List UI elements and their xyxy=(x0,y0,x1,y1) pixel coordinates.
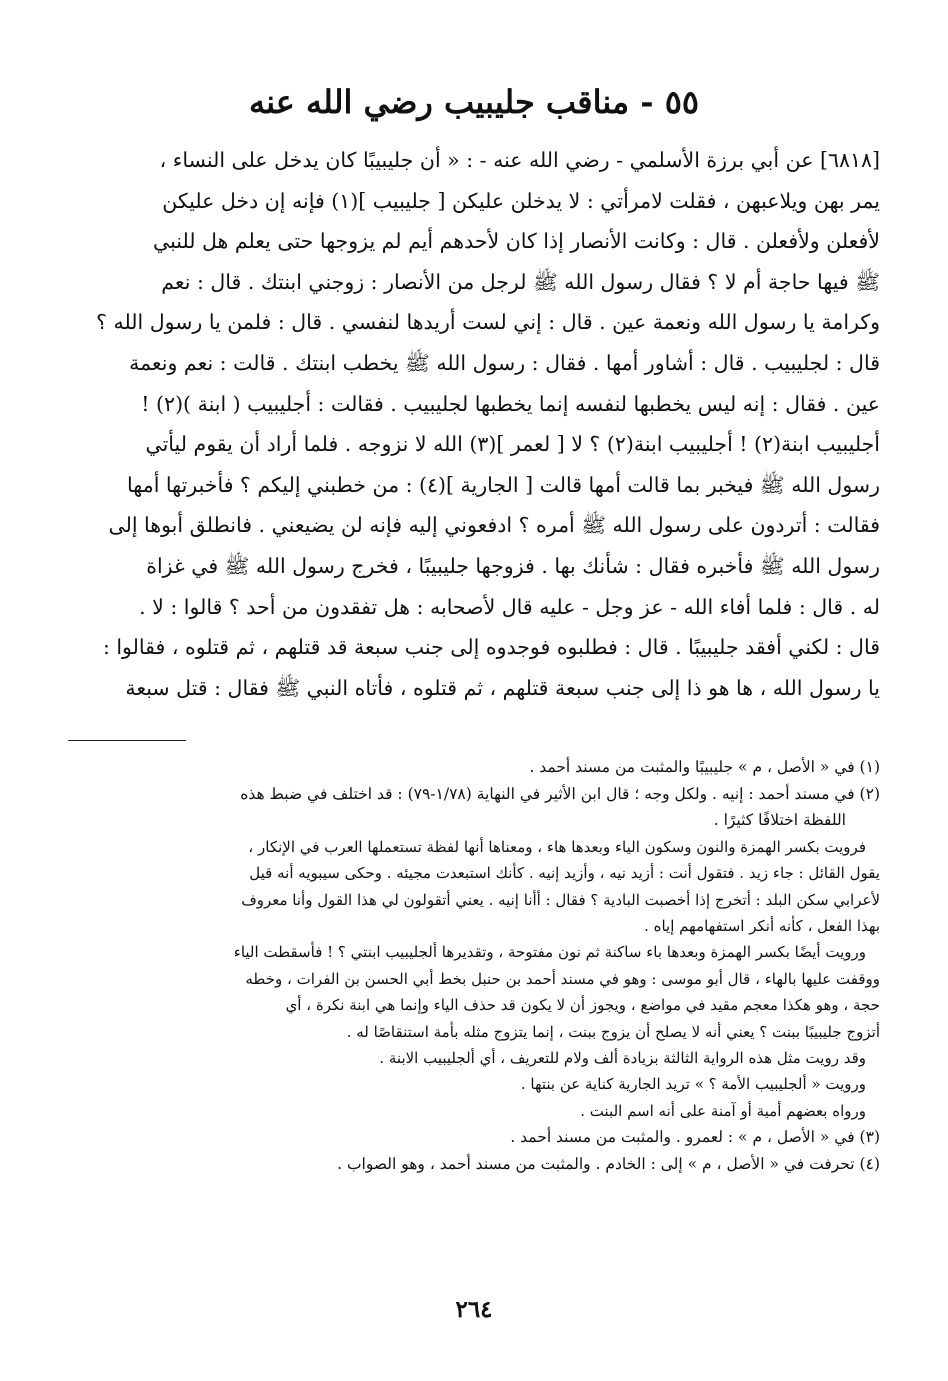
hadith-text xyxy=(68,140,880,708)
body-line: له . قال : فلما أفاء الله - عز وجل - عليه قال لأصحابه : هل تفقدون من أحد ؟ قالوا : لا . xyxy=(139,594,880,619)
body-line: ﷺ فيها حاجة أم لا ؟ فقال رسول الله ﷺ لرجل من الأنصار : زوجني ابنتك . قال : نعم xyxy=(161,269,880,294)
page-number: ٢٦٤ xyxy=(455,1296,493,1323)
footnote-1: (١) في « الأصل ، م » جليبيبًا والمثبت من مسند أحمد . xyxy=(529,758,880,776)
body-line: [٦٨١٨] عن أبي برزة الأسلمي - رضي الله عنه - : « أن جليبيبًا كان يدخل على النساء ، xyxy=(159,148,880,172)
footnote-divider xyxy=(68,740,186,741)
footnotes xyxy=(68,754,880,1177)
body-line: عين . فقال : إنه ليس يخطبها لنفسه إنما يخطبها لجليبيب . فقالت : أجليبيب ( ابنة )(٢) ! xyxy=(141,391,880,416)
footnote-2-line: ورويت « ألجليبيب الأمة ؟ » تريد الجارية كناية عن بنتها . xyxy=(520,1075,866,1094)
footnote-2-continued: اللفظة اختلافًا كثيرًا . xyxy=(713,811,846,830)
body-line: فقالت : أتردون على رسول الله ﷺ أمره ؟ ادفعوني إليه فإنه لن يضيعني . فانطلق أبوها إلى xyxy=(108,513,880,538)
book-page xyxy=(68,78,880,1358)
body-line: أجليبيب ابنة(٢) ! أجليبيب ابنة(٢) ؟ لا [ لعمر ](٣) الله لا نزوجه . فلما أراد أن يقوم ليأتي xyxy=(145,432,880,457)
footnote-2-line: ورويت أيضًا بكسر الهمزة وبعدها باء ساكنة ثم نون مفتوحة ، وتقديرها ألجليبيب ابنتي ؟ ! فأسقطت الياء xyxy=(233,943,866,962)
body-line: يا رسول الله ، ها هو ذا إلى جنب سبعة قتلهم ، ثم قتلوه ، فأتاه النبي ﷺ فقال : قتل سبعة xyxy=(125,675,880,700)
body-line: رسول الله ﷺ فيخبر بما قالت أمها قالت [ الجارية ](٤) : من خطبني إليكم ؟ فأخبرتها أمها xyxy=(127,472,880,497)
footnote-2-line: لأعرابي سكن البلد : أتخرج إذا أخصبت البادية ؟ فقال : أأنا إنيه . يعني أتقولون لي هذا القول وأنا معروف xyxy=(241,890,880,909)
footnote-2-line: وقد رويت مثل هذه الرواية الثالثة بزيادة ألف ولام للتعريف ، أي ألجليبيب الابنة . xyxy=(379,1049,866,1068)
chapter-heading: ٥٥ - مناقب جليبيب رضي الله عنه xyxy=(248,83,700,121)
footnote-2: (٢) في مسند أحمد : إنيه . ولكل وجه ؛ قال ابن الأثير في النهاية (١/٧٨-٧٩) : قد اختلف في ضبط هذه xyxy=(240,784,880,803)
footnote-2-line: ورواه بعضهم أمية أو آمنة على أنه اسم البنت . xyxy=(580,1101,866,1120)
body-line: يمر بهن ويلاعبهن ، فقلت لامرأتي : لا يدخلن عليكن [ جليبيب ](١) فإنه إن دخل عليكن xyxy=(162,188,880,213)
footnote-2-line: أتزوج جليبيبًا ببنت ؟ يعني أنه لا يصلح أن يزوج ببنت ، إنما يتزوج مثله بأمة استنقاصًا له . xyxy=(346,1022,880,1041)
footnote-2-line: حجة ، وهو هكذا معجم مقيد في مواضع ، ويجوز أن لا يكون قد حذف الياء وإنما هي ابنة نكرة ، أي xyxy=(285,996,880,1015)
body-line: وكرامة يا رسول الله ونعمة عين . قال : إني لست أريدها لنفسي . قال : فلمن يا رسول الله ؟ xyxy=(96,310,880,335)
footnote-4: (٤) تحرفت في « الأصل ، م » إلى : الخادم . والمثبت من مسند أحمد ، وهو الصواب . xyxy=(337,1154,880,1173)
footnote-2-line: يقول القائل : جاء زيد . فتقول أنت : أزيد نيه ، وأزيد إنيه . كأنك استبعدت مجيئه . وحكى سيبويه أنه قيل xyxy=(249,864,880,883)
body-line: لأفعلن ولأفعلن . قال : وكانت الأنصار إذا كان لأحدهم أيم لم يزوجها حتى يعلم هل للنبي xyxy=(153,229,880,254)
footnote-3: (٣) في « الأصل ، م » : لعمرو . والمثبت من مسند أحمد . xyxy=(510,1128,880,1147)
footnote-2-line: ووقفت عليها بالهاء ، قال أبو موسى : وهو في مسند أحمد بن حنبل بخط أبي الحسن بن الفرات ، وخطه xyxy=(245,969,880,988)
body-line: قال : لكني أفقد جليبيبًا . قال : فطلبوه فوجدوه إلى جنب سبعة قد قتلهم ، ثم قتلوه ، فقالوا : xyxy=(102,635,880,660)
footnote-2-line: بهذا الفعل ، كأنه أنكر استفهامهم إياه . xyxy=(644,917,880,935)
body-line: رسول الله ﷺ فأخبره فقال : شأنك بها . فزوجها جليبيبًا ، فخرج رسول الله ﷺ في غزاة xyxy=(146,553,880,578)
body-line: قال : لجليبيب . قال : أشاور أمها . فقال : رسول الله ﷺ يخطب ابنتك . قالت : نعم ونعمة xyxy=(129,350,880,375)
footnote-2-line: فرويت بكسر الهمزة والنون وسكون الياء وبعدها هاء ، ومعناها أنها لفظة تستعملها العرب في الإنكار ، xyxy=(248,837,866,856)
